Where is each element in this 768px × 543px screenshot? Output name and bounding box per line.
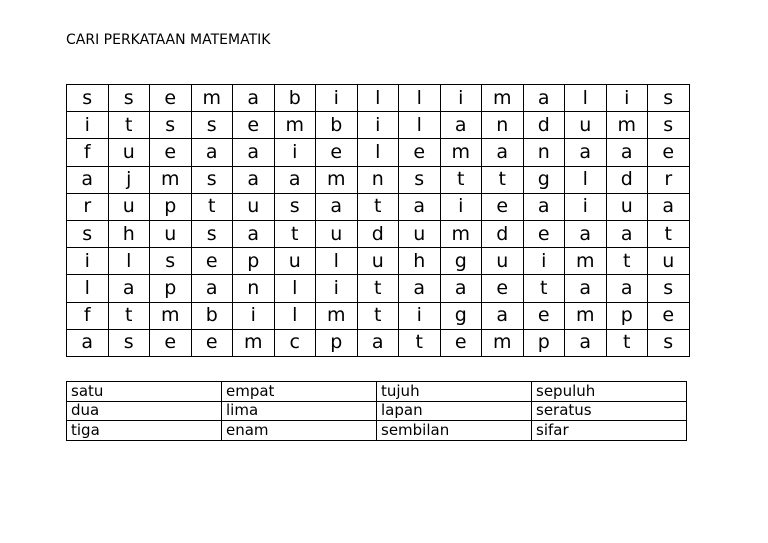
grid-cell[interactable]: a — [482, 302, 524, 329]
grid-cell[interactable]: i — [233, 302, 275, 329]
grid-cell[interactable]: u — [108, 139, 150, 166]
grid-cell[interactable]: a — [565, 329, 607, 356]
grid-cell[interactable]: u — [316, 220, 358, 247]
grid-row — [67, 302, 690, 329]
grid-cell[interactable]: t — [648, 220, 690, 247]
grid-cell[interactable]: e — [523, 220, 565, 247]
grid-cell[interactable]: s — [150, 248, 192, 275]
grid-cell[interactable]: a — [482, 139, 524, 166]
grid-cell[interactable]: m — [482, 329, 524, 356]
grid-cell[interactable]: t — [357, 275, 399, 302]
grid-row — [67, 85, 690, 112]
grid-cell[interactable]: m — [482, 85, 524, 112]
grid-cell[interactable]: s — [274, 193, 316, 220]
grid-cell[interactable]: e — [150, 85, 192, 112]
grid-cell[interactable]: a — [233, 139, 275, 166]
grid-cell[interactable]: t — [606, 329, 648, 356]
grid-cell[interactable]: j — [108, 166, 150, 193]
grid-cell[interactable]: e — [440, 329, 482, 356]
grid-cell[interactable]: s — [67, 85, 109, 112]
grid-cell[interactable]: a — [565, 220, 607, 247]
grid-cell[interactable]: i — [606, 85, 648, 112]
grid-cell[interactable]: a — [606, 275, 648, 302]
grid-cell[interactable]: i — [565, 193, 607, 220]
grid-cell[interactable]: f — [67, 302, 109, 329]
word-list-item: seratus — [532, 401, 687, 421]
grid-cell[interactable]: b — [274, 85, 316, 112]
word-list-item: sembilan — [377, 421, 532, 441]
word-list-item: empat — [222, 382, 377, 402]
grid-cell[interactable]: s — [150, 112, 192, 139]
word-list-row — [67, 401, 687, 421]
grid-row — [67, 275, 690, 302]
grid-cell[interactable]: i — [67, 112, 109, 139]
grid-cell[interactable]: i — [274, 139, 316, 166]
grid-cell[interactable]: a — [357, 329, 399, 356]
grid-cell[interactable]: s — [191, 112, 233, 139]
grid-cell[interactable]: a — [233, 166, 275, 193]
word-list-row — [67, 421, 687, 441]
grid-cell[interactable]: e — [150, 329, 192, 356]
grid-cell[interactable]: a — [399, 193, 441, 220]
grid-row — [67, 193, 690, 220]
grid-cell[interactable]: e — [233, 112, 275, 139]
grid-cell[interactable]: e — [482, 275, 524, 302]
word-list-table — [66, 381, 687, 441]
word-list-row — [67, 382, 687, 402]
grid-cell[interactable]: n — [482, 112, 524, 139]
grid-cell[interactable]: a — [606, 220, 648, 247]
page-title: CARI PERKATAAN MATEMATIK — [66, 32, 271, 48]
grid-cell[interactable]: a — [67, 329, 109, 356]
grid-cell[interactable]: e — [399, 139, 441, 166]
grid-cell[interactable]: i — [357, 112, 399, 139]
grid-cell[interactable]: s — [648, 329, 690, 356]
grid-cell[interactable]: l — [357, 139, 399, 166]
grid-cell[interactable]: t — [191, 193, 233, 220]
grid-cell[interactable]: a — [565, 139, 607, 166]
grid-cell[interactable]: m — [191, 85, 233, 112]
grid-cell[interactable]: e — [316, 139, 358, 166]
grid-cell[interactable]: i — [523, 248, 565, 275]
word-list-item: lapan — [377, 401, 532, 421]
grid-cell[interactable]: t — [108, 112, 150, 139]
word-list-item: tujuh — [377, 382, 532, 402]
grid-cell[interactable]: a — [440, 112, 482, 139]
grid-cell[interactable]: s — [108, 85, 150, 112]
grid-row — [67, 139, 690, 166]
grid-cell[interactable]: s — [399, 166, 441, 193]
grid-cell[interactable]: m — [316, 302, 358, 329]
grid-cell[interactable]: i — [316, 275, 358, 302]
grid-cell[interactable]: u — [482, 248, 524, 275]
grid-row — [67, 166, 690, 193]
grid-cell[interactable]: a — [274, 166, 316, 193]
grid-cell[interactable]: i — [399, 302, 441, 329]
grid-cell[interactable]: m — [274, 112, 316, 139]
grid-cell[interactable]: u — [648, 248, 690, 275]
grid-cell[interactable]: l — [274, 302, 316, 329]
grid-cell[interactable]: f — [67, 139, 109, 166]
grid-cell[interactable]: a — [606, 139, 648, 166]
grid-cell[interactable]: u — [399, 220, 441, 247]
grid-cell[interactable]: u — [150, 220, 192, 247]
grid-row — [67, 329, 690, 356]
grid-cell[interactable]: u — [357, 248, 399, 275]
grid-cell[interactable]: t — [274, 220, 316, 247]
grid-cell[interactable]: p — [316, 329, 358, 356]
word-search-grid — [66, 84, 690, 357]
grid-cell[interactable]: p — [233, 248, 275, 275]
grid-cell[interactable]: a — [67, 166, 109, 193]
grid-cell[interactable]: i — [316, 85, 358, 112]
grid-cell[interactable]: l — [108, 248, 150, 275]
grid-cell[interactable]: m — [316, 166, 358, 193]
grid-cell[interactable]: s — [108, 329, 150, 356]
grid-cell[interactable]: i — [440, 85, 482, 112]
grid-cell[interactable]: g — [523, 166, 565, 193]
grid-cell[interactable]: t — [523, 275, 565, 302]
grid-cell[interactable]: l — [316, 248, 358, 275]
grid-cell[interactable]: s — [67, 220, 109, 247]
grid-cell[interactable]: r — [648, 166, 690, 193]
grid-row — [67, 220, 690, 247]
grid-cell[interactable]: m — [440, 139, 482, 166]
grid-cell[interactable]: b — [316, 112, 358, 139]
grid-cell[interactable]: e — [648, 139, 690, 166]
grid-cell[interactable]: u — [108, 193, 150, 220]
grid-cell[interactable]: i — [67, 248, 109, 275]
grid-cell[interactable]: n — [523, 139, 565, 166]
grid-cell[interactable]: m — [150, 302, 192, 329]
grid-cell[interactable]: l — [399, 112, 441, 139]
word-list-item: sepuluh — [532, 382, 687, 402]
grid-cell[interactable]: l — [67, 275, 109, 302]
grid-cell[interactable]: a — [233, 85, 275, 112]
grid-cell[interactable]: e — [191, 248, 233, 275]
grid-cell[interactable]: e — [191, 329, 233, 356]
grid-cell[interactable]: d — [357, 220, 399, 247]
grid-cell[interactable]: n — [357, 166, 399, 193]
grid-cell[interactable]: p — [150, 275, 192, 302]
grid-row — [67, 248, 690, 275]
grid-cell[interactable]: d — [523, 112, 565, 139]
grid-cell[interactable]: t — [440, 166, 482, 193]
grid-cell[interactable]: n — [233, 275, 275, 302]
grid-cell[interactable]: c — [274, 329, 316, 356]
grid-cell[interactable]: t — [399, 329, 441, 356]
grid-cell[interactable]: e — [482, 193, 524, 220]
grid-cell[interactable]: s — [648, 112, 690, 139]
word-list-item: satu — [67, 382, 222, 402]
grid-cell[interactable]: a — [233, 220, 275, 247]
word-list-item: lima — [222, 401, 377, 421]
grid-cell[interactable]: m — [440, 220, 482, 247]
grid-row — [67, 112, 690, 139]
grid-cell[interactable]: h — [399, 248, 441, 275]
grid-cell[interactable]: a — [399, 275, 441, 302]
grid-cell[interactable]: e — [150, 139, 192, 166]
grid-cell[interactable]: d — [482, 220, 524, 247]
grid-cell[interactable]: a — [440, 275, 482, 302]
grid-cell[interactable]: l — [357, 85, 399, 112]
grid-cell[interactable]: e — [648, 302, 690, 329]
grid-cell[interactable]: t — [357, 302, 399, 329]
grid-cell[interactable]: p — [606, 302, 648, 329]
grid-cell[interactable]: i — [440, 193, 482, 220]
grid-cell[interactable]: s — [191, 220, 233, 247]
grid-cell[interactable]: m — [150, 166, 192, 193]
grid-cell[interactable]: a — [108, 275, 150, 302]
grid-cell[interactable]: s — [648, 85, 690, 112]
grid-cell[interactable]: e — [523, 302, 565, 329]
grid-cell[interactable]: h — [108, 220, 150, 247]
grid-cell[interactable]: s — [648, 275, 690, 302]
grid-cell[interactable]: l — [274, 275, 316, 302]
word-list-item: sifar — [532, 421, 687, 441]
grid-cell[interactable]: a — [191, 139, 233, 166]
grid-cell[interactable]: l — [565, 85, 607, 112]
grid-cell[interactable]: l — [399, 85, 441, 112]
grid-cell[interactable]: t — [482, 166, 524, 193]
grid-cell[interactable]: a — [648, 193, 690, 220]
grid-cell[interactable]: t — [357, 193, 399, 220]
grid-cell[interactable]: p — [150, 193, 192, 220]
grid-cell[interactable]: u — [565, 112, 607, 139]
grid-cell[interactable]: a — [523, 193, 565, 220]
grid-cell[interactable]: g — [440, 302, 482, 329]
grid-cell[interactable]: l — [565, 166, 607, 193]
grid-cell[interactable]: g — [440, 248, 482, 275]
grid-cell[interactable]: m — [565, 248, 607, 275]
grid-cell[interactable]: d — [606, 166, 648, 193]
grid-cell[interactable]: b — [191, 302, 233, 329]
grid-cell[interactable]: m — [565, 302, 607, 329]
grid-cell[interactable]: u — [274, 248, 316, 275]
grid-cell[interactable]: s — [191, 166, 233, 193]
grid-cell[interactable]: m — [606, 112, 648, 139]
grid-cell[interactable]: u — [233, 193, 275, 220]
grid-cell[interactable]: t — [606, 248, 648, 275]
grid-cell[interactable]: m — [233, 329, 275, 356]
grid-cell[interactable]: a — [565, 275, 607, 302]
grid-cell[interactable]: a — [191, 275, 233, 302]
word-list-item: enam — [222, 421, 377, 441]
grid-cell[interactable]: t — [108, 302, 150, 329]
grid-cell[interactable]: a — [316, 193, 358, 220]
grid-cell[interactable]: r — [67, 193, 109, 220]
grid-cell[interactable]: a — [523, 85, 565, 112]
word-list-item: tiga — [67, 421, 222, 441]
grid-cell[interactable]: u — [606, 193, 648, 220]
word-list-item: dua — [67, 401, 222, 421]
grid-cell[interactable]: p — [523, 329, 565, 356]
